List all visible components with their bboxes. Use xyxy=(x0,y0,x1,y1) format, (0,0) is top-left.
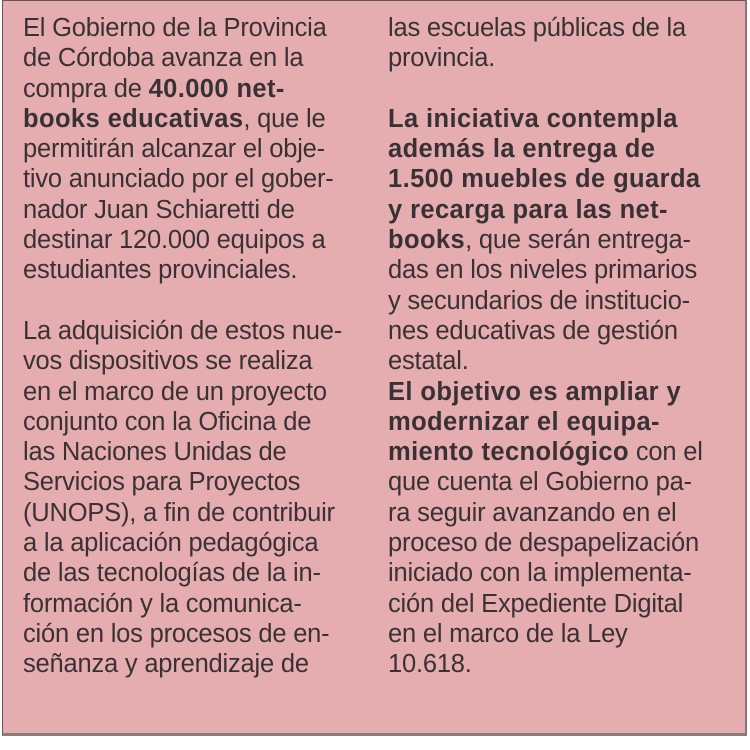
bold-highlight: miento tecnológico xyxy=(388,438,629,467)
text-line: 10.618. xyxy=(388,650,472,679)
text-line: vos dispositivos se realiza xyxy=(23,347,313,376)
bold-highlight: y recarga para las net- xyxy=(388,195,668,224)
text-line: las Naciones Unidas de xyxy=(23,438,287,467)
text-line xyxy=(388,225,738,255)
text-line: formación y la comunica- xyxy=(23,589,302,618)
text-line: a la aplicación pedagógica xyxy=(23,529,319,558)
text-line: ción del Expediente Digital xyxy=(388,589,684,618)
paragraph-objective xyxy=(388,377,738,680)
text-line xyxy=(388,195,738,225)
text-line: señanza y aprendizaje de xyxy=(23,650,309,679)
text-line: permitirán alcanzar el obje- xyxy=(23,135,325,164)
text-line xyxy=(388,164,738,194)
text-line: estudiantes provinciales. xyxy=(23,256,298,285)
text-line: proceso de despapelización xyxy=(388,529,699,558)
text-line: (UNOPS), a fin de contribuir xyxy=(23,498,335,527)
bold-highlight: books xyxy=(388,226,466,255)
text-line: Servicios para Proyectos xyxy=(23,468,301,497)
text-span: , que serán entrega- xyxy=(465,226,691,255)
bold-highlight: books educativas xyxy=(23,104,244,133)
bold-highlight: modernizar el equipa- xyxy=(388,407,660,436)
bold-highlight: 1.500 muebles de guarda xyxy=(388,165,701,194)
text-line: iniciado con la implementa- xyxy=(388,559,692,588)
text-span: con el xyxy=(628,438,703,467)
paragraph-spacer xyxy=(23,286,383,316)
bold-highlight: además la entrega de xyxy=(388,135,656,164)
text-line xyxy=(388,377,738,407)
bold-highlight: 40.000 net- xyxy=(148,74,285,103)
text-line: das en los niveles primarios xyxy=(388,256,698,285)
text-line: provincia. xyxy=(388,44,496,73)
text-line: de las tecnologías de la in- xyxy=(23,559,321,588)
text-span: , que le xyxy=(243,104,326,133)
text-line xyxy=(388,104,738,134)
text-line: El Gobierno de la Provincia xyxy=(23,14,327,42)
text-line xyxy=(388,134,738,164)
text-line xyxy=(388,437,738,467)
text-line: nador Juan Schiaretti de xyxy=(23,195,295,224)
article-box xyxy=(2,0,747,736)
text-line: en el marco de un proyecto xyxy=(23,377,327,406)
text-line: nes educativas de gestión xyxy=(388,316,678,345)
text-span: compra de xyxy=(23,74,149,103)
paragraph-acquisition xyxy=(23,316,383,680)
text-line: estatal. xyxy=(388,347,469,376)
paragraph-spacer xyxy=(388,74,738,104)
paragraph-intro xyxy=(23,13,383,286)
paragraph-initiative xyxy=(388,104,738,377)
text-line xyxy=(23,104,383,134)
bold-highlight: La iniciativa contempla xyxy=(388,104,678,133)
text-line xyxy=(388,407,738,437)
text-line xyxy=(23,74,383,104)
text-line: La adquisición de estos nue- xyxy=(23,316,343,345)
text-line: conjunto con la Oficina de xyxy=(23,407,312,436)
left-column xyxy=(23,13,383,680)
text-line: tivo anunciado por el gober- xyxy=(23,165,334,194)
right-column xyxy=(388,13,738,680)
bold-highlight: El objetivo es ampliar y xyxy=(388,377,682,406)
text-line: que cuenta el Gobierno pa- xyxy=(388,468,692,497)
text-line: y secundarios de institucio- xyxy=(388,286,690,315)
text-line: destinar 120.000 equipos a xyxy=(23,226,326,255)
text-line: ra seguir avanzando en el xyxy=(388,498,677,527)
text-line: ción en los procesos de en- xyxy=(23,619,330,648)
text-line: de Córdoba avanza en la xyxy=(23,44,304,73)
text-line: en el marco de la Ley xyxy=(388,619,628,648)
paragraph-continuation xyxy=(388,13,738,74)
text-line: las escuelas públicas de la xyxy=(388,14,686,42)
